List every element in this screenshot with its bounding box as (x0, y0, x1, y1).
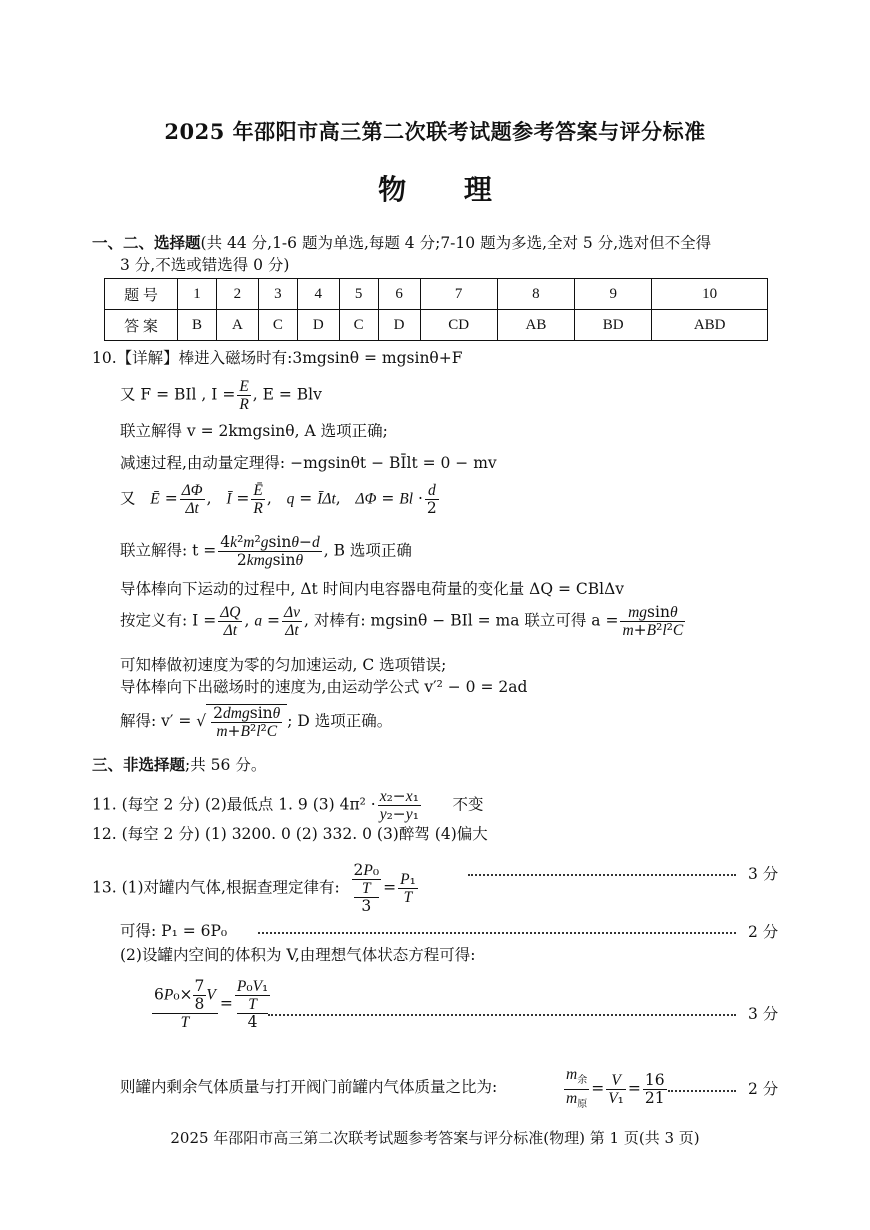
q13-part2: 可得: P₁ = 6P₀ (120, 922, 228, 940)
answer-table-answer-row (105, 310, 768, 341)
question-number-cell: 1 (178, 279, 217, 310)
q10-line3: 联立解得 v = 2kmgsinθ, A 选项正确; (120, 422, 388, 440)
q11-tail: 不变 (452, 795, 484, 814)
question-number-cell: 2 (216, 279, 258, 310)
q10-line5: 又 Ē = $\frac{\Delta\Phi}{\Delta t}$ , Ī = $\frac{Ē}{R}$ , q = ĪΔt, ΔΦ = Bl · $\frac{d}{2}$ (120, 482, 437, 517)
score-mark: 3 分 (748, 1005, 779, 1023)
answer-cell: D (297, 310, 339, 341)
q13-equation: 6P₀× $\frac{7}{8}$ V T = P₀V₁ T 4 (154, 977, 269, 1031)
dotted-leader (258, 932, 736, 934)
q13-mass-ratio: $\frac{m_余}{m_原}$ = $\frac{V}{\text{V₁}}$ = $\frac{16}{21}$ (562, 1066, 669, 1113)
fraction-x-over-y: $\frac{\text{x₂−x₁}}{\text{y₂−y₁}}$ (379, 787, 419, 823)
score-mark: 2 分 (748, 923, 779, 941)
section1-heading-line (92, 232, 711, 254)
answer-cell: D (378, 310, 420, 341)
q10-line6 (120, 534, 412, 569)
q10-line11-text: 解得: v′ = (120, 712, 192, 730)
fraction-charles-law: 2P₀ T 3 (353, 861, 380, 915)
score-mark: 3 分 (748, 865, 779, 883)
q13-part1-text: 13. (1)对罐内气体,根据查理定律有: (92, 878, 340, 897)
fraction-dv-dt: $\frac{\Delta v}{\Delta t}$ (284, 604, 300, 639)
fraction-v-v1: $\frac{V}{\text{V₁}}$ (608, 1072, 624, 1108)
question-number-cell: 7 (420, 279, 497, 310)
dotted-leader (668, 1090, 736, 1092)
fraction-d-2: $\frac{d}{2}$ (426, 482, 437, 517)
q10-line5-text: 又 (120, 489, 136, 508)
section1-desc2: 3 分,不选或错选得 0 分) (120, 256, 290, 274)
question-number-cell: 10 (652, 279, 768, 310)
fraction-7-8: $\frac{7}{8}$ (194, 977, 205, 1013)
q10-line11: 解得: v′ = √ $\frac{\text{2dmgsinθ}}{\text{m+B²l²C}}$ ; D 选项正确。 (120, 704, 393, 740)
section3-desc: ;共 56 分。 (185, 756, 267, 774)
answer-cell: A (216, 310, 258, 341)
q10-line8-tail: , 对棒有: mgsinθ − BIl = ma 联立可得 a = (304, 611, 619, 630)
fraction-t-expression: $\frac{\text{4k²m²gsinθ−d}}{\text{2kmgsinθ}}$ (220, 533, 320, 569)
fraction-dphi-dt: $\frac{\Delta\Phi}{\Delta t}$ (181, 482, 203, 517)
dotted-leader (468, 874, 736, 876)
fraction-16-21: $\frac{16}{21}$ (644, 1071, 665, 1108)
q10-line7: 导体棒向下运动的过程中, Δt 时间内电容器电荷量的变化量 ΔQ = CBlΔv (120, 580, 625, 598)
question-number-cell: 3 (258, 279, 297, 310)
page-footer: 2025 年邵阳市高三第二次联考试题参考答案与评分标准(物理) 第 1 页(共 3 页) (170, 1129, 700, 1147)
q10-line4: 减速过程,由动量定理得: −mgsinθt − BĪlt = 0 − mv (120, 454, 497, 472)
q10-line8-text: 按定义有: I = (120, 611, 217, 630)
section1-desc: (共 44 分,1-6 题为单选,每题 4 分;7-10 题为多选,全对 5 分,选对但不全得 (200, 234, 712, 252)
q10-line2 (120, 378, 322, 413)
question-number-cell: 9 (575, 279, 652, 310)
section3-line (92, 754, 266, 776)
fraction-t-over-4: T 4 (235, 996, 270, 1031)
q11-text: 11. (每空 2 分) (2)最低点 1. 9 (3) 4π² · (92, 795, 376, 814)
row-label: 题 号 (105, 279, 178, 310)
fraction-e-over-r: $\frac{E}{R}$ (239, 378, 249, 413)
q10-line6-text: 联立解得: t = (120, 541, 217, 560)
answer-cell: ABD (652, 310, 768, 341)
q10-line10: 导体棒向下出磁场时的速度为,由运动学公式 v′² − 0 = 2ad (120, 678, 528, 696)
fraction-ebar-r: $\frac{Ē}{R}$ (253, 482, 263, 517)
fraction-t-over-3: T 3 (352, 880, 382, 915)
section1-heading: 一、二、选择题 (92, 233, 201, 252)
q12-line: 12. (每空 2 分) (1) 3200. 0 (2) 332. 0 (3)醉驾 (4)偏大 (92, 825, 488, 843)
answer-cell: B (178, 310, 217, 341)
q10-line8: 按定义有: I = $\frac{\Delta Q}{\Delta t}$ , a = $\frac{\Delta v}{\Delta t}$ , 对棒有: mgsinθ − BIl = ma 联立可得 a = $\frac{mgsin\theta}{\text{m+B²l²C}}$ (120, 603, 684, 639)
answer-cell: CD (420, 310, 497, 341)
q13-part5: 则罐内剩余气体质量与打开阀门前罐内气体质量之比为: (120, 1078, 498, 1096)
score-mark: 2 分 (748, 1080, 779, 1098)
fraction-v-expression: $\frac{\text{2dmgsinθ}}{\text{m+B²l²C}}$ (213, 704, 281, 740)
fraction-gas-state-left: 6P₀× $\frac{7}{8}$ V T (154, 977, 216, 1031)
q10-line6-tail: , B 选项正确 (323, 541, 412, 560)
row-label: 答 案 (105, 310, 178, 341)
fraction-p1-over-t: $\frac{\text{P₁}}{T}$ (400, 870, 416, 906)
answer-cell: BD (575, 310, 652, 341)
question-number-cell: 8 (497, 279, 574, 310)
answer-cell: C (258, 310, 297, 341)
q10-line2-tail: , E = Blv (252, 385, 322, 404)
subject-title: 物 理 (378, 173, 516, 206)
answer-table-number-row (105, 279, 768, 310)
fraction-m-ratio: $\frac{m_余}{m_原}$ (566, 1066, 588, 1111)
fraction-a-expression: $\frac{mgsin\theta}{\text{m+B²l²C}}$ (622, 603, 684, 639)
page-title: 2025 年邵阳市高三第二次联考试题参考答案与评分标准 (164, 119, 706, 144)
answer-cell: C (339, 310, 378, 341)
fraction-gas-state-right: P₀V₁ T 4 (236, 977, 269, 1031)
q10-line1: 10.【详解】棒进入磁场时有:3mgsinθ = mgsinθ+F (92, 349, 463, 367)
fraction-dq-dt: $\frac{\Delta Q}{\Delta t}$ (220, 604, 241, 639)
answer-cell: AB (497, 310, 574, 341)
question-number-cell: 4 (297, 279, 339, 310)
answer-table (104, 278, 768, 341)
dotted-leader (268, 1014, 736, 1016)
sqrt-expression (206, 704, 287, 740)
q10-line11-tail: ; D 选项正确。 (287, 712, 393, 730)
question-number-cell: 6 (378, 279, 420, 310)
section3-heading: 三、非选择题 (92, 755, 186, 774)
q10-line9: 可知棒做初速度为零的匀加速运动, C 选项错误; (120, 656, 447, 674)
q13-part1: 13. (1)对罐内气体,根据查理定律有: 2P₀ T 3 = $\frac{\text{P₁}}{T}$ (92, 861, 416, 915)
q10-line2-text: 又 F = BIl , I = (120, 385, 236, 404)
q13-part3: (2)设罐内空间的体积为 V,由理想气体状态方程可得: (120, 946, 476, 964)
question-number-cell: 5 (339, 279, 378, 310)
q11-line (92, 788, 483, 823)
